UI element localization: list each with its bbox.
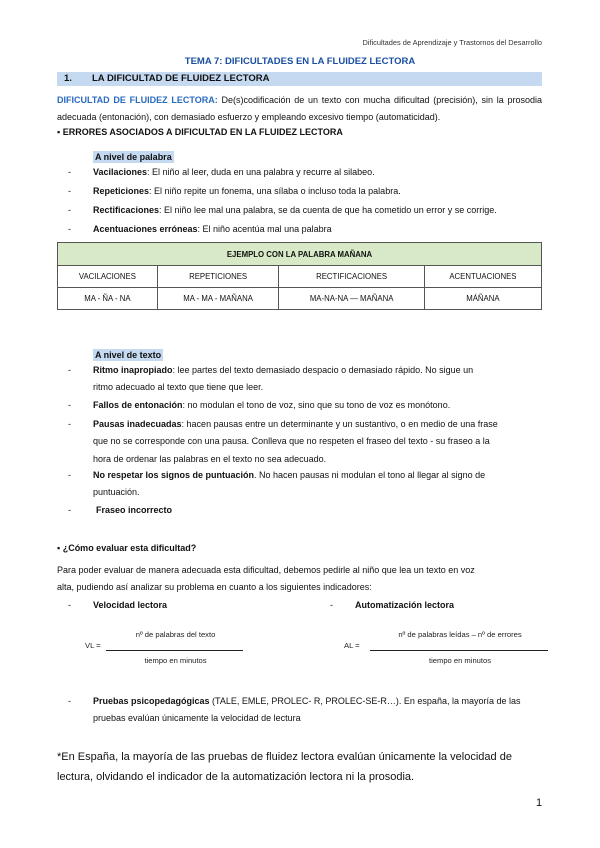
- definition-label: DIFICULTAD DE FLUIDEZ LECTORA:: [57, 95, 218, 105]
- running-header: Dificultades de Aprendizaje y Trastornos del Desarrollo: [362, 38, 542, 47]
- item-term: Automatización lectora: [355, 600, 455, 610]
- final-note-line: *En España, la mayoría de las pruebas de fluidez lectora evalúan únicamente la velocidad de: [57, 751, 512, 763]
- item-text: : El niño al leer, duda en una palabra y recurre al silabeo.: [147, 167, 375, 177]
- item-text: : lee partes del texto demasiado despacio o demasiado rápido. No sigue un: [172, 365, 474, 375]
- table-header-cell: RECTIFICACIONES: [279, 266, 424, 288]
- item-term: Acentuaciones erróneas: [93, 224, 198, 234]
- evaluar-line: alta, pudiendo así analizar su problema en cuanto a los siguientes indicadores:: [57, 582, 372, 593]
- table-row: [58, 266, 542, 288]
- evaluar-paragraph: [57, 562, 547, 597]
- item-text-cont: pruebas evalúan únicamente la velocidad de lectura: [93, 713, 301, 724]
- list-item: - Vacilaciones: El niño al leer, duda en una palabra y recurre al silabeo.: [68, 167, 375, 177]
- item-text-cont: que no se corresponde con una pausa. Conlleva que no respeten el fraseo del texto - su fraseo a la: [93, 436, 490, 447]
- item-term: Vacilaciones: [93, 167, 148, 177]
- item-term: Rectificaciones: [93, 205, 160, 215]
- indicator-automatizacion: - Automatización lectora: [330, 600, 455, 610]
- vl-numerator: nº de palabras del texto: [135, 630, 216, 639]
- vl-denominator: tiempo en minutos: [144, 656, 207, 665]
- list-item: - Fraseo incorrecto: [68, 505, 173, 515]
- item-text: : hacen pausas entre un determinante y un sustantivo, o en medio de una frase: [181, 419, 498, 429]
- list-item: - Ritmo inapropiado: lee partes del texto demasiado despacio o demasiado rápido. No sigue un ritmo adecuado al texto que tiene que leer.: [68, 365, 474, 393]
- table-cell: MA - MA - MAÑANA: [157, 288, 279, 310]
- page-number: 1: [536, 797, 543, 809]
- definition-paragraph: [57, 92, 542, 126]
- table-row: [58, 288, 542, 310]
- item-term: Pausas inadecuadas: [93, 419, 182, 429]
- evaluar-line: Para poder evaluar de manera adecuada esta dificultad, debemos pedirle al niño que lea un texto en voz: [57, 565, 475, 575]
- item-term: Velocidad lectora: [93, 600, 168, 610]
- al-numerator: nº de palabras leídas – nº de errores: [398, 630, 522, 639]
- final-note-line: lectura, olvidando el indicador de la automatización lectora ni la prosodia.: [57, 771, 415, 783]
- list-item: - Rectificaciones: El niño lee mal una palabra, se da cuenta de que ha cometido un error y se corrige.: [68, 205, 497, 215]
- item-text-cont: ritmo adecuado al texto que tiene que leer.: [93, 382, 264, 393]
- list-item: - No respetar los signos de puntuación. No hacen pausas ni modulan el tono al llegar al signo de puntuación.: [68, 470, 486, 498]
- final-note: [57, 747, 552, 787]
- definition-text: De(s)codificación de un texto con mucha dificultad (precisión), sin la prosodia adecuada (entonación), con demasiado esfuerzo y empleando excesivo tiempo (automaticidad).: [57, 95, 542, 122]
- list-item: - Fallos de entonación: no modulan el tono de voz, sino que su tono de voz es monótono.: [68, 400, 451, 410]
- item-term: Repeticiones: [93, 186, 150, 196]
- item-term: Pruebas psicopedagógicas: [93, 696, 210, 706]
- section-title: LA DIFICULTAD DE FLUIDEZ LECTORA: [92, 73, 270, 84]
- item-text: (TALE, EMLE, PROLEC- R, PROLEC-SE-R…). En españa, la mayoría de las: [209, 696, 521, 706]
- palabra-heading-text: A nivel de palabra: [95, 152, 172, 162]
- table-header-cell: VACILACIONES: [58, 266, 158, 288]
- example-table: [57, 242, 542, 310]
- item-text: : El niño repite un fonema, una sílaba o incluso toda la palabra.: [149, 186, 401, 196]
- item-term: Ritmo inapropiado: [93, 365, 173, 375]
- al-label: AL =: [344, 641, 360, 650]
- list-item: - Repeticiones: El niño repite un fonema, una sílaba o incluso toda la palabra.: [68, 186, 401, 196]
- item-term: Fallos de entonación: [93, 400, 183, 410]
- vl-fraction-line: [106, 650, 243, 651]
- al-denominator: tiempo en minutos: [428, 656, 492, 665]
- item-term: Fraseo incorrecto: [96, 505, 173, 515]
- table-header-cell: REPETICIONES: [157, 266, 279, 288]
- item-text-cont: hora de ordenar las palabras en el texto no sea adecuado.: [93, 453, 327, 464]
- list-item-pruebas: - Pruebas psicopedagógicas (TALE, EMLE, PROLEC- R, PROLEC-SE-R…). En españa, la mayoría de las pruebas evalúan únicamente la velocidad de lectura: [68, 696, 521, 724]
- errores-heading: ▪ ERRORES ASOCIADOS A DIFICULTAD EN LA FLUIDEZ LECTORA: [57, 127, 343, 137]
- table-cell: MA - ÑA - NA: [58, 288, 158, 310]
- section-number: 1.: [64, 73, 72, 84]
- item-text: : no modulan el tono de voz, sino que su tono de voz es monótono.: [182, 400, 451, 410]
- item-text: . No hacen pausas ni modulan el tono al llegar al signo de: [254, 470, 486, 480]
- palabra-heading: [93, 147, 174, 165]
- evaluar-heading: ▪ ¿Cómo evaluar esta dificultad?: [57, 543, 197, 553]
- item-text-cont: puntuación.: [93, 487, 140, 498]
- indicator-velocidad: - Velocidad lectora: [68, 600, 168, 610]
- item-text: : El niño acentúa mal una palabra: [197, 224, 332, 234]
- table-cell: MÁÑANA: [424, 288, 541, 310]
- list-item: - Acentuaciones erróneas: El niño acentúa mal una palabra: [68, 224, 332, 234]
- list-item: - Pausas inadecuadas: hacen pausas entre un determinante y un sustantivo, o en medio de una frase que no se corresponde con una pausa. Conlleva que no respeten el fraseo del texto - su fraseo a la hora de ordenar las palabras en el texto no sea adecuado.: [68, 419, 498, 464]
- texto-heading-text: A nivel de texto: [95, 350, 162, 360]
- page-title: TEMA 7: DIFICULTADES EN LA FLUIDEZ LECTORA: [184, 56, 416, 67]
- item-term: No respetar los signos de puntuación: [93, 470, 255, 480]
- table-caption: EJEMPLO CON LA PALABRA MAÑANA: [58, 243, 542, 266]
- al-fraction-line: [370, 650, 548, 651]
- texto-heading: [93, 345, 163, 363]
- table-header-cell: ACENTUACIONES: [424, 266, 541, 288]
- vl-label: VL =: [85, 641, 101, 650]
- table-cell: MA-NA-NA — MAÑANA: [279, 288, 424, 310]
- item-text: : El niño lee mal una palabra, se da cuenta de que ha cometido un error y se corrige.: [159, 205, 497, 215]
